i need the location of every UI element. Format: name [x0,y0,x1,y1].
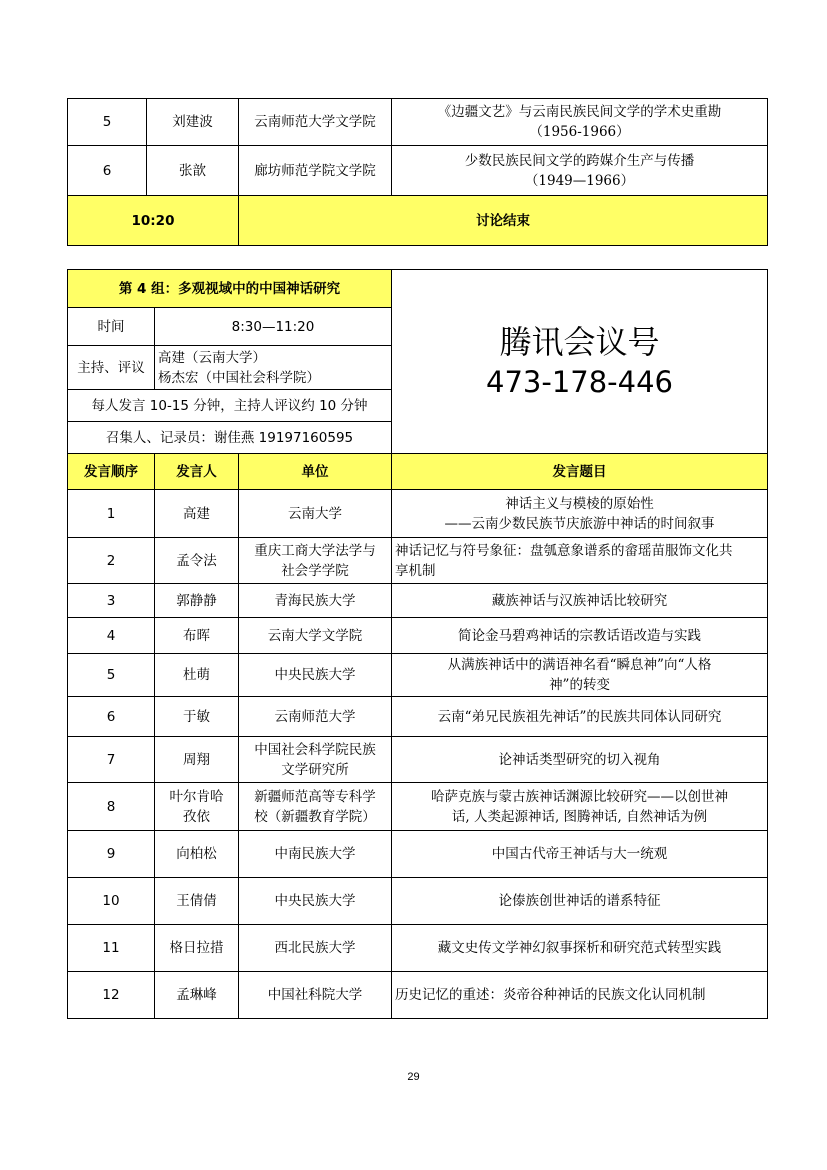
topic-cell [392,146,768,196]
topic-line: ——云南少数民族节庆旅游中神话的时间叙事 [444,515,715,532]
table-row [68,584,768,618]
order-cell: 6 [68,146,147,196]
order-cell: 8 [68,783,155,831]
topic-cell: 云南“弟兄民族祖先神话”的民族共同体认同研究 [392,697,768,737]
unit-cell: 青海民族大学 [239,584,392,618]
recorder-info: 召集人、记录员：谢佳燕 19197160595 [68,422,392,454]
topic-cell: 藏族神话与汉族神话比较研究 [392,584,768,618]
group-title: 第 4 组：多观视域中的中国神话研究 [68,270,392,308]
unit-cell: 云南大学文学院 [239,618,392,654]
table-row [68,831,768,878]
topic-cell: 简论金马碧鸡神话的宗教话语改造与实践 [392,618,768,654]
speaker-cell: 杜萌 [155,654,239,697]
topic-line: 哈萨克族与蒙古族神话渊源比较研究——以创世神 [431,788,729,805]
group4-schedule-table [67,269,768,1019]
unit-line: 社会学学院 [281,562,349,579]
order-cell: 2 [68,538,155,584]
speaker-cell: 王倩倩 [155,878,239,925]
topic-cell: 论神话类型研究的切入视角 [392,737,768,783]
header-topic: 发言题目 [392,454,768,490]
speaker-cell: 向柏松 [155,831,239,878]
topic-line: 《边疆文艺》与云南民族民间文学的学术史重勘 [437,104,722,120]
order-cell: 12 [68,972,155,1019]
topic-line: 神话主义与模棱的原始性 [505,495,654,512]
table-row [68,783,768,831]
unit-line: 校（新疆教育学院） [254,808,376,825]
topic-cell: 藏文史传文学神幻叙事探析和研究范式转型实践 [392,925,768,972]
table-row [68,490,768,538]
page-number: 29 [407,1071,420,1083]
unit-line: 重庆工商大学法学与 [254,542,376,559]
host-value [155,346,392,390]
speaker-cell: 孟琳峰 [155,972,239,1019]
topic-cell: 论傣族创世神话的谱系特征 [392,878,768,925]
topic-cell [392,538,768,584]
speaker-cell: 孟令法 [155,538,239,584]
topic-line: 神”的转变 [549,677,610,693]
host-line: 高建（云南大学） [158,349,266,366]
header-row [68,454,768,490]
unit-cell [239,538,392,584]
topic-cell: 历史记忆的重述：炎帝谷种神话的民族文化认同机制 [392,972,768,1019]
topic-line: （1949—1966） [524,172,635,189]
order-cell: 5 [68,654,155,697]
table-row [68,697,768,737]
topic-line: （1956-1966） [529,124,630,140]
speaker-cell: 刘建波 [147,99,239,146]
topic-cell [392,783,768,831]
unit-cell: 云南师范大学 [239,697,392,737]
unit-cell: 中央民族大学 [239,878,392,925]
order-cell: 9 [68,831,155,878]
discussion-end-row [68,196,768,246]
unit-cell [239,737,392,783]
order-cell: 6 [68,697,155,737]
topic-line: 从满族神话中的满语神名看“瞬息神”向“人格 [447,657,712,673]
table-row [68,146,768,196]
speaker-cell: 于敏 [155,697,239,737]
time-label: 时间 [68,308,155,346]
order-cell: 1 [68,490,155,538]
header-order: 发言顺序 [68,454,155,490]
topic-cell [392,654,768,697]
speaker-cell: 格日拉措 [155,925,239,972]
table-row [68,878,768,925]
order-cell: 11 [68,925,155,972]
unit-line: 新疆师范高等专科学 [254,788,376,805]
order-cell: 10 [68,878,155,925]
speaker-line: 孜依 [183,808,210,825]
meeting-info-cell [392,270,768,454]
speaker-cell: 周翔 [155,737,239,783]
order-cell: 5 [68,99,147,146]
speaker-cell [155,783,239,831]
speaker-cell: 郭静静 [155,584,239,618]
order-cell: 3 [68,584,155,618]
end-time-cell: 10:20 [68,196,239,246]
topic-line: 话, 人类起源神话, 图腾神话, 自然神话为例 [451,808,708,825]
table-row [68,538,768,584]
table-row [68,972,768,1019]
header-unit: 单位 [239,454,392,490]
speaker-cell: 布晖 [155,618,239,654]
time-value: 8:30—11:20 [155,308,392,346]
table-row [68,618,768,654]
unit-cell: 中国社科院大学 [239,972,392,1019]
table-row [68,99,768,146]
header-speaker: 发言人 [155,454,239,490]
topic-cell [392,490,768,538]
end-label-cell: 讨论结束 [239,196,768,246]
unit-cell: 西北民族大学 [239,925,392,972]
continued-schedule-table [67,98,768,246]
unit-line: 文学研究所 [281,761,349,778]
table-row [68,925,768,972]
topic-cell: 中国古代帝王神话与大一统观 [392,831,768,878]
group-title-row [68,270,768,308]
unit-cell: 云南大学 [239,490,392,538]
order-cell: 4 [68,618,155,654]
speaker-cell: 张歆 [147,146,239,196]
unit-cell: 中南民族大学 [239,831,392,878]
topic-cell [392,99,768,146]
topic-line: 享机制 [395,562,436,579]
speaker-line: 叶尔肯哈 [169,788,224,805]
host-label: 主持、评议 [68,346,155,390]
unit-cell: 廊坊师范学院文学院 [239,146,392,196]
topic-line: 神话记忆与符号象征：盘瓠意象谱系的畲瑶苗服饰文化共 [395,542,733,559]
table-row [68,737,768,783]
unit-cell [239,783,392,831]
meeting-number: 473-178-446 [486,364,674,399]
topic-line: 少数民族民间文学的跨媒介生产与传播 [464,152,695,169]
meeting-label: 腾讯会议号 [499,322,660,361]
unit-line: 中国社会科学院民族 [254,741,376,758]
host-line: 杨杰宏（中国社会科学院） [158,369,320,386]
unit-cell: 中央民族大学 [239,654,392,697]
table-row [68,654,768,697]
speaking-rule: 每人发言 10-15 分钟，主持人评议约 10 分钟 [68,390,392,422]
speaker-cell: 高建 [155,490,239,538]
unit-cell: 云南师范大学文学院 [239,99,392,146]
order-cell: 7 [68,737,155,783]
